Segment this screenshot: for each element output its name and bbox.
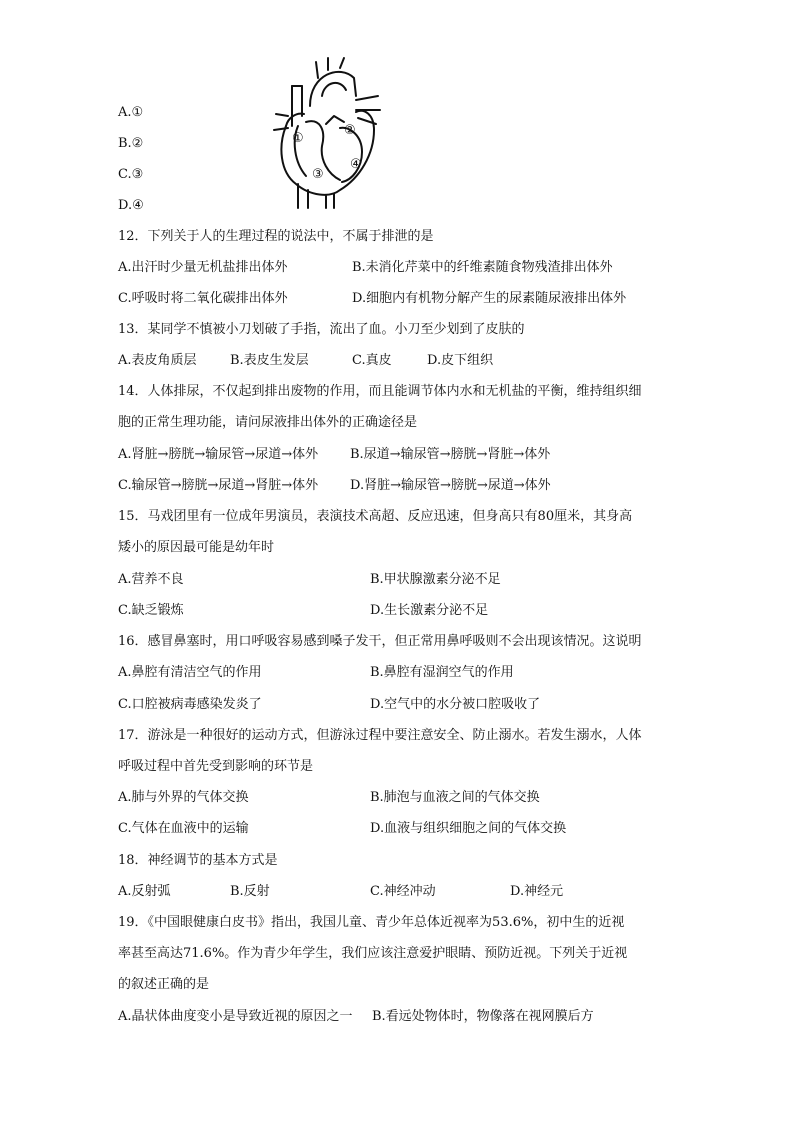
q13-option-a: A.表皮角质层 — [118, 353, 197, 368]
q15-stem-line-2: 矮小的原因最可能是幼年时 — [118, 540, 275, 555]
q18-option-b: B.反射 — [230, 884, 270, 899]
q16-option-d: D.空气中的水分被口腔吸收了 — [370, 697, 541, 712]
q15-option-b: B.甲状腺激素分泌不足 — [370, 572, 501, 587]
q18-option-c: C.神经冲动 — [370, 884, 436, 899]
q14-option-b: B.尿道→输尿管→膀胱→肾脏→体外 — [350, 447, 551, 462]
q12-option-a: A.出汗时少量无机盐排出体外 — [118, 260, 288, 275]
q11-option-d: D.④ — [118, 198, 144, 213]
q16-stem: 16．感冒鼻塞时，用口呼吸容易感到嗓子发干，但正常用鼻呼吸则不会出现该情况。这说明 — [118, 634, 642, 649]
q12-option-d: D.细胞内有机物分解产生的尿素随尿液排出体外 — [352, 291, 627, 306]
q16-option-a: A.鼻腔有清洁空气的作用 — [118, 665, 262, 680]
q17-stem-line-2: 呼吸过程中首先受到影响的环节是 — [118, 759, 314, 774]
q14-stem-line-1: 14．人体排尿，不仅起到排出废物的作用，而且能调节体内水和无机盐的平衡，维持组织细 — [118, 384, 642, 399]
q14-option-d: D.肾脏→输尿管→膀胱→尿道→体外 — [350, 478, 551, 493]
q17-option-d: D.血液与组织细胞之间的气体交换 — [370, 821, 567, 836]
q19-stem-line-1: 19．《中国眼健康白皮书》指出，我国儿童、青少年总体近视率为53.6%，初中生的近视 — [118, 915, 625, 930]
q12-stem: 12．下列关于人的生理过程的说法中，不属于排泄的是 — [118, 229, 434, 244]
q17-option-b: B.肺泡与血液之间的气体交换 — [370, 790, 540, 805]
q11-option-a: A.① — [118, 105, 144, 120]
q14-option-c: C.输尿管→膀胱→尿道→肾脏→体外 — [118, 478, 319, 493]
q18-option-a: A.反射弧 — [118, 884, 171, 899]
q19-option-b: B.看远处物体时，物像落在视网膜后方 — [372, 1009, 594, 1024]
q14-stem-line-2: 胞的正常生理功能，请问尿液排出体外的正确途径是 — [118, 415, 418, 430]
q13-option-b: B.表皮生发层 — [230, 353, 309, 368]
q17-stem-line-1: 17．游泳是一种很好的运动方式，但游泳过程中要注意安全、防止溺水。若发生溺水，人体 — [118, 728, 642, 743]
q17-option-c: C.气体在血液中的运输 — [118, 821, 249, 836]
q15-option-c: C.缺乏锻炼 — [118, 603, 184, 618]
q19-stem-line-3: 的叙述正确的是 — [118, 977, 210, 992]
heart-label-2: ② — [344, 123, 356, 138]
heart-diagram — [270, 56, 390, 210]
q17-option-a: A.肺与外界的气体交换 — [118, 790, 249, 805]
heart-label-4: ④ — [350, 157, 362, 172]
q18-stem: 18．神经调节的基本方式是 — [118, 853, 278, 868]
q19-option-a: A.晶状体曲度变小是导致近视的原因之一 — [118, 1009, 353, 1024]
q15-option-d: D.生长激素分泌不足 — [370, 603, 489, 618]
q14-option-a: A.肾脏→膀胱→输尿管→尿道→体外 — [118, 447, 319, 462]
q11-option-c: C.③ — [118, 167, 144, 182]
q11-option-b: B.② — [118, 136, 144, 151]
q12-option-c: C.呼吸时将二氧化碳排出体外 — [118, 291, 288, 306]
heart-label-1: ① — [292, 131, 304, 146]
q13-option-d: D.皮下组织 — [427, 353, 494, 368]
q15-stem-line-1: 15．马戏团里有一位成年男演员，表演技术高超、反应迅速，但身高只有80厘米，其身高 — [118, 509, 633, 524]
q15-option-a: A.营养不良 — [118, 572, 184, 587]
heart-label-3: ③ — [312, 167, 324, 182]
q19-stem-line-2: 率甚至高达71.6%。作为青少年学生，我们应该注意爱护眼睛、预防近视。下列关于近视 — [118, 946, 628, 961]
q12-option-b: B.未消化芹菜中的纤维素随食物残渣排出体外 — [352, 260, 613, 275]
q13-option-c: C.真皮 — [352, 353, 392, 368]
q13-stem: 13．某同学不慎被小刀划破了手指，流出了血。小刀至少划到了皮肤的 — [118, 322, 525, 337]
q16-option-c: C.口腔被病毒感染发炎了 — [118, 697, 262, 712]
q16-option-b: B.鼻腔有湿润空气的作用 — [370, 665, 514, 680]
q18-option-d: D.神经元 — [510, 884, 564, 899]
